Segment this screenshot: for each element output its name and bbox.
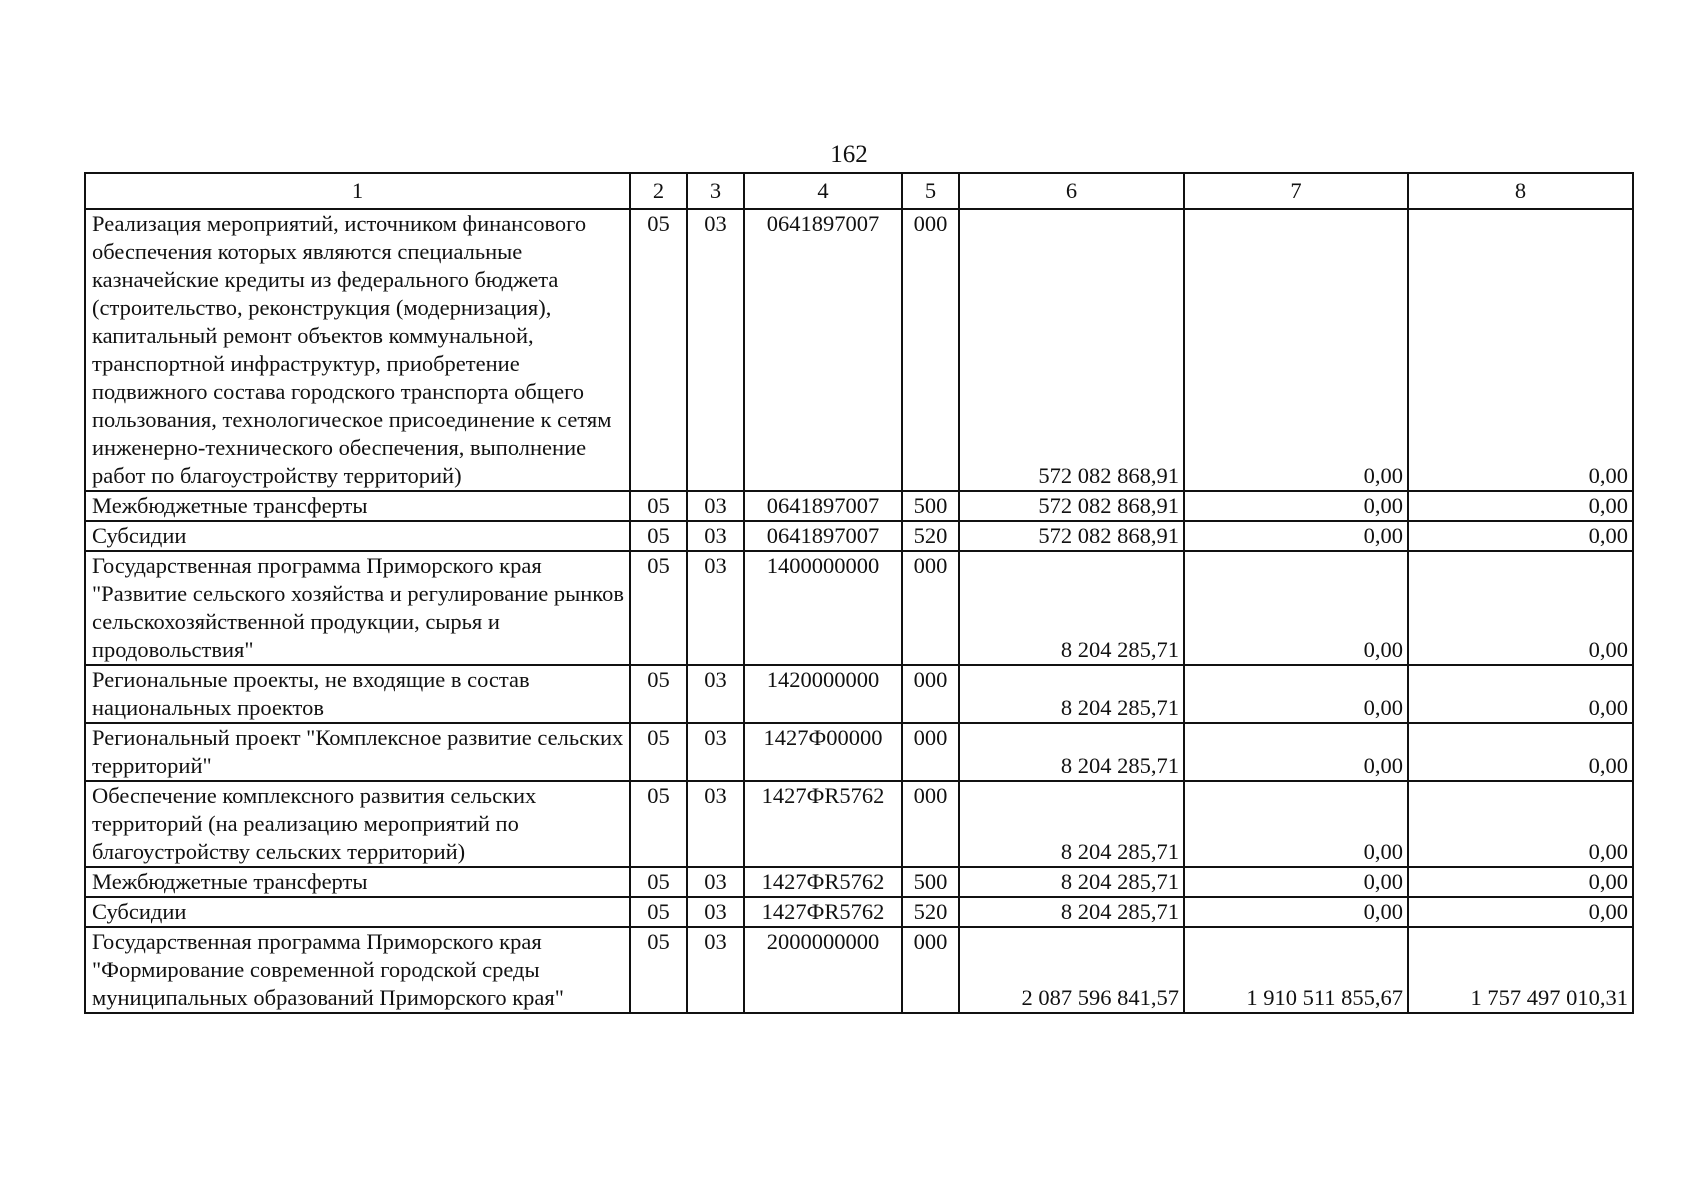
amount-col-8: 0,00 [1408, 491, 1633, 521]
target-article-code: 0641897007 [744, 209, 902, 491]
expense-type-code: 000 [902, 209, 959, 491]
table-row [85, 209, 1633, 491]
target-article-code: 1400000000 [744, 551, 902, 665]
row-name: Субсидии [85, 897, 630, 927]
amount-col-7: 1 910 511 855,67 [1184, 927, 1408, 1013]
expense-type-code: 520 [902, 521, 959, 551]
amount-col-8: 0,00 [1408, 723, 1633, 781]
column-header-3: 3 [687, 173, 744, 209]
column-header-1: 1 [85, 173, 630, 209]
section-code: 05 [630, 927, 687, 1013]
amount-col-8: 0,00 [1408, 897, 1633, 927]
amount-col-6: 8 204 285,71 [959, 665, 1184, 723]
amount-col-7: 0,00 [1184, 209, 1408, 491]
amount-col-6: 8 204 285,71 [959, 897, 1184, 927]
page-number: 162 [830, 141, 868, 168]
amount-col-6: 2 087 596 841,57 [959, 927, 1184, 1013]
row-name: Реализация мероприятий, источником финансового обеспечения которых являются специальные казначейские кредиты из федерального бюджета (строительство, реконструкция (модернизация), капитальный ремонт объектов коммунальной, транспортной инфраструктур, приобретение подвижного состава городского транспорта общего пользования, технологическое присоединение к сетям инженерно-технического обеспечения, выполнение работ по благоустройству территорий) [85, 209, 630, 491]
table-row [85, 723, 1633, 781]
subsection-code: 03 [687, 897, 744, 927]
expense-type-code: 000 [902, 927, 959, 1013]
row-name: Региональные проекты, не входящие в состав национальных проектов [85, 665, 630, 723]
amount-col-6: 8 204 285,71 [959, 867, 1184, 897]
column-header-6: 6 [959, 173, 1184, 209]
column-header-7: 7 [1184, 173, 1408, 209]
row-name: Субсидии [85, 521, 630, 551]
amount-col-6: 8 204 285,71 [959, 551, 1184, 665]
amount-col-7: 0,00 [1184, 491, 1408, 521]
target-article-code: 1420000000 [744, 665, 902, 723]
amount-col-7: 0,00 [1184, 521, 1408, 551]
table-row [85, 551, 1633, 665]
amount-col-6: 572 082 868,91 [959, 521, 1184, 551]
target-article-code: 1427ФR5762 [744, 867, 902, 897]
row-name: Государственная программа Приморского края "Формирование современной городской среды муниципальных образований Приморского края" [85, 927, 630, 1013]
amount-col-7: 0,00 [1184, 867, 1408, 897]
target-article-code: 1427ФR5762 [744, 897, 902, 927]
section-code: 05 [630, 867, 687, 897]
expense-type-code: 000 [902, 665, 959, 723]
subsection-code: 03 [687, 551, 744, 665]
target-article-code: 0641897007 [744, 521, 902, 551]
column-header-5: 5 [902, 173, 959, 209]
amount-col-8: 0,00 [1408, 665, 1633, 723]
amount-col-8: 1 757 497 010,31 [1408, 927, 1633, 1013]
row-name: Межбюджетные трансферты [85, 491, 630, 521]
section-code: 05 [630, 665, 687, 723]
target-article-code: 1427Ф00000 [744, 723, 902, 781]
target-article-code: 0641897007 [744, 491, 902, 521]
expense-type-code: 500 [902, 867, 959, 897]
subsection-code: 03 [687, 723, 744, 781]
column-header-2: 2 [630, 173, 687, 209]
subsection-code: 03 [687, 665, 744, 723]
amount-col-6: 8 204 285,71 [959, 723, 1184, 781]
amount-col-8: 0,00 [1408, 867, 1633, 897]
table-row [85, 927, 1633, 1013]
budget-table [84, 172, 1634, 1014]
row-name: Обеспечение комплексного развития сельских территорий (на реализацию мероприятий по благоустройству сельских территорий) [85, 781, 630, 867]
section-code: 05 [630, 723, 687, 781]
amount-col-8: 0,00 [1408, 781, 1633, 867]
section-code: 05 [630, 781, 687, 867]
subsection-code: 03 [687, 521, 744, 551]
target-article-code: 1427ФR5762 [744, 781, 902, 867]
expense-type-code: 000 [902, 551, 959, 665]
table-row [85, 867, 1633, 897]
amount-col-7: 0,00 [1184, 897, 1408, 927]
subsection-code: 03 [687, 491, 744, 521]
subsection-code: 03 [687, 781, 744, 867]
amount-col-7: 0,00 [1184, 665, 1408, 723]
section-code: 05 [630, 209, 687, 491]
table-row [85, 781, 1633, 867]
subsection-code: 03 [687, 209, 744, 491]
table-row [85, 897, 1633, 927]
table-row [85, 521, 1633, 551]
section-code: 05 [630, 491, 687, 521]
column-header-8: 8 [1408, 173, 1633, 209]
expense-type-code: 500 [902, 491, 959, 521]
amount-col-6: 572 082 868,91 [959, 209, 1184, 491]
amount-col-7: 0,00 [1184, 551, 1408, 665]
subsection-code: 03 [687, 927, 744, 1013]
table-row [85, 665, 1633, 723]
amount-col-8: 0,00 [1408, 209, 1633, 491]
row-name: Межбюджетные трансферты [85, 867, 630, 897]
section-code: 05 [630, 521, 687, 551]
amount-col-6: 572 082 868,91 [959, 491, 1184, 521]
expense-type-code: 520 [902, 897, 959, 927]
row-name: Государственная программа Приморского края "Развитие сельского хозяйства и регулирование рынков сельскохозяйственной продукции, сырья и продовольствия" [85, 551, 630, 665]
target-article-code: 2000000000 [744, 927, 902, 1013]
header-row [85, 173, 1633, 209]
table-row [85, 491, 1633, 521]
expense-type-code: 000 [902, 781, 959, 867]
expense-type-code: 000 [902, 723, 959, 781]
amount-col-8: 0,00 [1408, 551, 1633, 665]
subsection-code: 03 [687, 867, 744, 897]
amount-col-8: 0,00 [1408, 521, 1633, 551]
amount-col-6: 8 204 285,71 [959, 781, 1184, 867]
amount-col-7: 0,00 [1184, 723, 1408, 781]
amount-col-7: 0,00 [1184, 781, 1408, 867]
section-code: 05 [630, 551, 687, 665]
column-header-4: 4 [744, 173, 902, 209]
section-code: 05 [630, 897, 687, 927]
row-name: Региональный проект "Комплексное развитие сельских территорий" [85, 723, 630, 781]
